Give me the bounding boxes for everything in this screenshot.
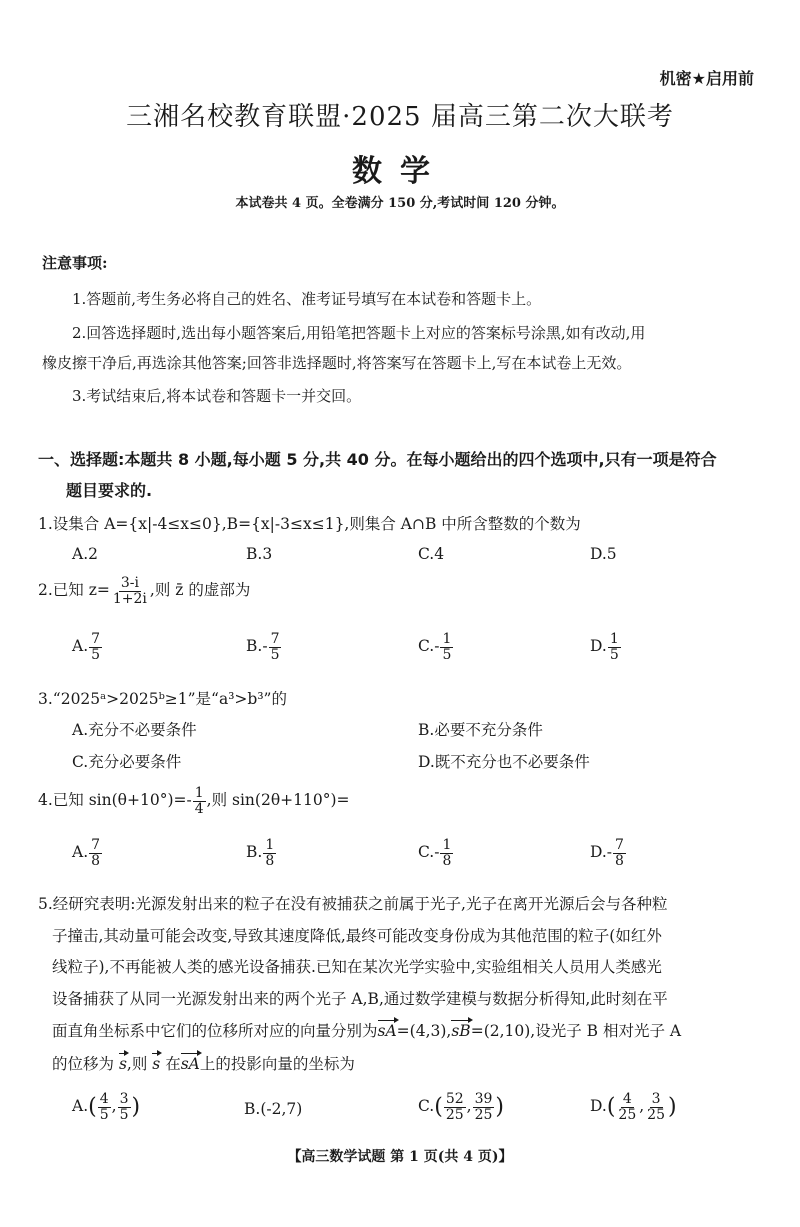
question-2-stem: 2.已知 z= $\frac{3-i}{1+2i}$ ,则 z̄ 的虚部为 (38, 575, 251, 607)
q4-option-a: A. $\frac{7}{8}$ (72, 837, 101, 869)
q3-option-a: A.充分不必要条件 (72, 721, 197, 739)
notice-item-2-cont: 橡皮擦干净后,再选涂其他答案;回答非选择题时,将答案写在答题卡上,写在本试卷上无效。 (42, 354, 632, 372)
q2-option-c: C.- $\frac{1}{5}$ (418, 631, 452, 663)
question-5-line-5: 面直角坐标系中它们的位移所对应的向量分别为sA=(4,3),sB=(2,10),设光子 B 相对光子 A (52, 1022, 682, 1040)
q2-option-d: D. $\frac{1}{5}$ (590, 631, 619, 663)
q5-option-c: C.( $\frac{52}{25}$ , $\frac{39}{25}$ ) (418, 1091, 505, 1123)
q5-option-a: A.( $\frac{4}{5}$ , $\frac{3}{5}$ ) (72, 1091, 141, 1123)
question-5-line-3: 线粒子),不再能被人类的感光设备捕获.已知在某次光学实验中,实验组相关人员用人类感光 (52, 958, 662, 976)
notice-heading: 注意事项: (42, 254, 108, 272)
q2-stem-fraction: $\frac{3-i}{1+2i}$ (112, 575, 147, 607)
q4-option-c: C.- $\frac{1}{8}$ (418, 837, 452, 869)
question-4-stem: 4.已知 sin(θ+10°)=- $\frac{1}{4}$ ,则 sin(2θ+110°)= (38, 785, 350, 817)
question-5-line-2: 子撞击,其动量可能会改变,导致其速度降低,最终可能改变身份成为其他范围的粒子(如红外 (52, 927, 662, 945)
notice-item-3: 3.考试结束后,将本试卷和答题卡一并交回。 (72, 387, 362, 405)
page-footer: 【高三数学试题 第 1 页(共 4 页)】 (287, 1149, 513, 1165)
vector-s-2: s (152, 1055, 161, 1073)
section-1-heading: 一、选择题:本题共 8 小题,每小题 5 分,共 40 分。在每小题给出的四个选项中,只有一项是符合 (38, 450, 717, 469)
q1-option-d: D.5 (590, 545, 617, 563)
question-5-line-6: 的位移为 s,则 s 在sA上的投影向量的坐标为 (52, 1055, 355, 1073)
exam-info: 本试卷共 4 页。全卷满分 150 分,考试时间 120 分钟。 (235, 196, 565, 211)
exam-title: 三湘名校教育联盟·2025 届高三第二次大联考 (126, 102, 674, 132)
vector-sA-2: sA (180, 1055, 200, 1073)
vector-s: s (118, 1055, 127, 1073)
q5-option-b: B.(-2,7) (244, 1100, 303, 1118)
notice-item-1: 1.答题前,考生务必将自己的姓名、准考证号填写在本试卷和答题卡上。 (72, 290, 542, 308)
q3-option-b: B.必要不充分条件 (418, 721, 543, 739)
vector-sB: sB (451, 1022, 471, 1040)
q4-stem-fraction: $\frac{1}{4}$ (194, 785, 204, 817)
vector-sA: sA (377, 1022, 397, 1040)
q2-option-b: B.- $\frac{7}{5}$ (246, 631, 280, 663)
q1-option-b: B.3 (246, 545, 273, 563)
q4-option-d: D.- $\frac{7}{8}$ (590, 837, 624, 869)
q2-option-a: A. $\frac{7}{5}$ (72, 631, 101, 663)
q1-option-a: A.2 (72, 545, 98, 563)
subject-heading: 数学 (352, 154, 448, 189)
section-1-heading-cont: 题目要求的. (66, 481, 153, 500)
question-5-line-1: 5.经研究表明:光源发射出来的粒子在没有被捕获之前属于光子,光子在离开光源后会与各种粒 (38, 895, 668, 913)
question-1-stem: 1.设集合 A={x|-4≤x≤0},B={x|-3≤x≤1},则集合 A∩B 中所含整数的个数为 (38, 515, 581, 533)
q3-option-c: C.充分必要条件 (72, 753, 182, 771)
q5-option-d: D.( $\frac{4}{25}$ , $\frac{3}{25}$ ) (590, 1091, 677, 1123)
notice-item-2: 2.回答选择题时,选出每小题答案后,用铅笔把答题卡上对应的答案标号涂黑,如有改动,用 (72, 324, 646, 342)
q3-option-d: D.既不充分也不必要条件 (418, 753, 590, 771)
question-3-stem: 3.“2025ᵃ>2025ᵇ≥1”是“a³>b³”的 (38, 690, 287, 708)
confidential-mark: 机密★启用前 (659, 69, 754, 88)
question-5-line-4: 设备捕获了从同一光源发射出来的两个光子 A,B,通过数学建模与数据分析得知,此时刻在平 (52, 990, 668, 1008)
q1-option-c: C.4 (418, 545, 445, 563)
q4-option-b: B. $\frac{1}{8}$ (246, 837, 275, 869)
